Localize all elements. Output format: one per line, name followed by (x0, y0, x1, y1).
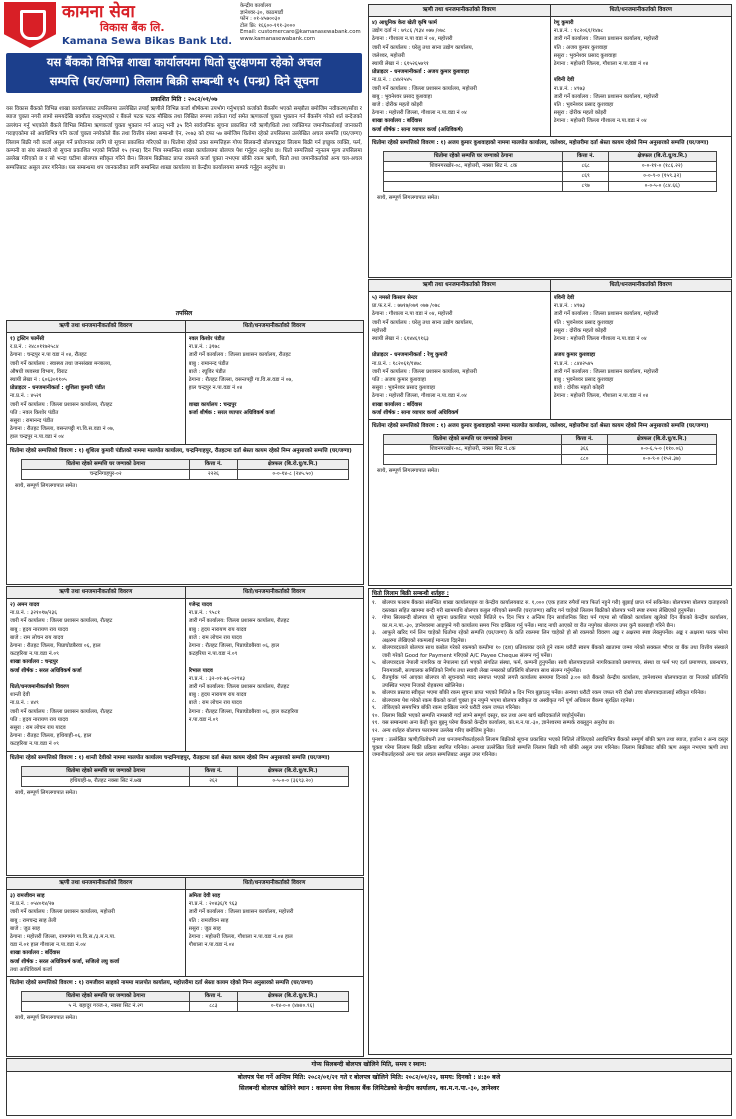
detail-line: बाबु : रामानन्द पंडीत (188, 360, 229, 367)
property-intro: धितोमा रहेको सम्पत्तिको विवरण : १) शान्ती देवीको नाममा मालपोत कार्यालय चन्द्रनिगाहपुर, रौतहटमा दर्ता श्रेस्ता कायम रहेको निम्न अनुसारको सम्पत्ति (घर/जग्गा) (10, 754, 330, 761)
header-collateral: धितो/धनजमानीकर्ताको विवरण (185, 321, 364, 332)
property-cell: ०-०-५-० (८४.६६) (609, 181, 716, 191)
term-number: ४. (372, 645, 377, 652)
detail-line: जारी गर्ने कार्यालय : स्वास्थ्य तथा जनसंख्या मन्त्रालय, (10, 360, 112, 367)
detail-line: बाबु : भुवनेश्वर प्रसाद कुशवाहा (372, 93, 432, 100)
detail-line: ना.प्र.नं. : १८२०६१/१४७८ (372, 360, 422, 367)
property-cell: ८८३ (190, 1002, 238, 1012)
borrower-block (6, 320, 364, 585)
detail-line: पविनी देवी (553, 77, 575, 84)
detail-line: नवल किशोर पंडीत (188, 335, 225, 342)
detail-line: ठेगाना : महोत्तरी जिल्ला, गौशाला न.पा.वडा नं ०४ (553, 393, 649, 400)
detail-line: ५) नमस्ते किसान सेन्टर (372, 294, 418, 301)
property-column-header: क्षेत्रफल (बि.रो.धु/व.मि.) (237, 766, 348, 776)
property-cell: शिवनगरखोर-०८, महोत्तरी, नक्सा सिट नं.८क (384, 445, 561, 455)
property-table-header (384, 151, 716, 161)
property-intro: धितोमा रहेको सम्पत्तिको विवरण : १) अजय कुमार कुशवाहाको नाममा मालपोत कार्यालय, जलेश्वर, महोत्तरीमा दर्ता श्रेस्ता कायम रहेको निम्न अनुसारको सम्पत्ति (घर/जग्गा) (372, 139, 709, 146)
bid-opening-info (6, 1058, 732, 1116)
schedule-title: तपसिल (175, 310, 193, 317)
owner-details (550, 17, 732, 136)
detail-line: पति : नवल किशोर पंडीत (10, 409, 59, 416)
property-cell: २६२ (190, 776, 238, 786)
term-number: ११. (372, 720, 380, 727)
block-body (369, 17, 731, 136)
detail-line: पति : हृदय नारायण राय यादव (10, 716, 68, 723)
property-cell: ०-०-१४-८ (२४५.५०) (237, 469, 348, 479)
detail-line: ठेगाना : महोत्तरी जिल्ला गौशाला न.पा.वडा नं ०४ (553, 336, 647, 342)
term-item (369, 728, 731, 736)
property-table (21, 459, 349, 480)
term-number: ५. (372, 660, 377, 667)
contact-line: टोल फ्रि: १६६००-१११-३००० (240, 22, 296, 29)
detail-line: ठेगाना : महोत्तरी जिल्ला, गौशाला न.पा.वडा नं ०४ (553, 61, 649, 67)
term-text: आफूले खरिद गर्न लिन चाहेको धितोमा रहेको सम्पत्ति (घर/जग्गा) के कति रकममा लिन चाहेको हो सो रकमको विवरण अङ्क र अक्षरमा स्पष्ट लेख्नुपर्नेछ। अङ्क र अक्षरमा फरक परेमा अक्षरमा लेखिएको रकमलाई मान्यता दिइनेछ। (382, 630, 728, 644)
detail-line: बाजे : राम लोचन राय यादव (10, 634, 64, 641)
header-borrower: ऋणी तथा धनजमानीकर्ताको विवरण (59, 323, 133, 329)
property-note: साथै, सम्पूर्ण लिगलगापात समेत। (15, 789, 78, 796)
header-collateral: धितो/धनजमानीकर्ताको विवरण (550, 5, 732, 16)
property-cell: शिवनगरखोर-०८, महोत्तरी, नक्सा सिट नं. ८क (384, 161, 563, 171)
term-number: १२. (372, 727, 380, 734)
term-text: गोप्य सिलबन्दी बोलपत्र यो सूचना प्रकाशित भएको मितिले १५ दिन भित्र र अन्तिम दिन सार्वजनिक बिदा पर्न गएमा सो पछिको कार्यालय खुलेको दिन बैंकको केन्द्रीय कार्यालय, का.म.न.पा.-३०, ज्ञानेश्वरमा आइपुग्ने गरी कार्यालय समय भित्र दाखिला गर्नु पर्नेछ। म्याद नाघी आएको वा रीत नपुगेका बोलपत्र उपर कुनै कारबाही गरिने छैन। (382, 615, 728, 629)
detail-line: ठेगाना : चन्द्रपुर न.पा वडा नं ०४, रौतहट (10, 352, 87, 359)
detail-line: हाल चन्द्रपुर न.पा.वडा नं ०४ (188, 385, 243, 392)
detail-line: बाजे : जुठ साह (10, 925, 40, 932)
detail-line: कटहरिया न.पा.वडा नं ०९ (10, 741, 59, 748)
detail-line: ना.प्र.नं. : ४५२१ (10, 393, 42, 400)
detail-line (372, 343, 547, 351)
property-note: साथै, सम्पूर्ण लिगलगापात समेत। (377, 194, 440, 201)
detail-line: ठेगाना : रौतहट जिल्ला, वसन्तपट्टी गा.वि.स.वडा नं ०७, (188, 377, 293, 383)
term-item (369, 720, 731, 728)
borrower-details (369, 292, 550, 419)
block-body (369, 292, 731, 419)
property-table (383, 434, 716, 465)
property-column-header: धितोमा रहेको सम्पत्ति घर जग्गाको ठेगाना (384, 151, 563, 161)
detail-line: जारी गर्ने कार्यालय : जिल्ला प्रशासन कार्यालय, रौतहट (10, 618, 113, 625)
detail-line: जारी गर्ने कार्यालय : जिल्ला प्रशासन कार्यालय, महोत्तरी (553, 93, 659, 100)
detail-line: ससुरा : रामानन्द पंडीत (10, 418, 54, 425)
term-text: अन्य शर्तहरु बोलपत्र फाराममा उल्लेख गरिए बमोजिम हुनेछ। (382, 727, 495, 734)
block-body (7, 333, 363, 444)
detail-line: ना.प्र.नं. : ०५४०१४/२७ (10, 901, 55, 908)
terms-footnote: पुनश्च : उल्लेखित ऋणी/धितोधनी तथा धनजमानीकर्ताहरुले लिलाम बिक्रीको सूचना प्रकाशित भएको मितिले तोकिएको अवधिभित्र बैंकको सम्पूर्ण बाँकी ऋण तथा ब्याज, हर्जाना र अन्य दस्तुर चुक्ता गरेमा लिलाम बिक्री प्रक्रिया स्थगित गरिनेछ। अन्यथा उल्लेखित धितो सम्पत्ति लिलाम बिक्री गरी बाँकी असुल उपर गरिनेछ। लिलाम बिक्रीबाट बाँकी ऋण असुल नभएमा ऋणी तथा जमानीकर्ताहरुको अन्य चल अचल सम्पत्तिबाट असुल उपर गरिनेछ। (372, 737, 728, 759)
property-cell: ८६८ (563, 161, 609, 171)
header-collateral: धितो/धनजमानीकर्ताको विवरण (185, 878, 364, 889)
detail-line: बाबु : हृदय नारायण राय यादव (10, 626, 68, 633)
detail-line: जारी गर्ने कार्यालय: जिल्ला प्रशासन कार्यालय, रौतहट (188, 618, 290, 625)
header-collateral: धितो/धनजमानीकर्ताको विवरण (185, 587, 364, 598)
term-number: ७. (372, 690, 377, 697)
borrower-details (7, 333, 185, 444)
detail-line: जारी गर्ने कार्यालय : जिल्ला प्रशासन कार्यालय, रौतहट (10, 401, 113, 408)
detail-line: ठेगाना : गौशाला न.पा वडा नं ०४, महोत्तरी (372, 311, 453, 318)
property-cell: ०-५-०-० (३६९३.२०) (237, 776, 348, 786)
property-column-header: कित्ता नं. (190, 459, 238, 469)
bank-name-english: Kamana Sewa Bikas Bank Ltd. (62, 36, 233, 47)
property-cell: ३६६ (561, 445, 607, 455)
property-intro: धितोमा रहेको सम्पत्तिको विवरण : १) रामजीवन साहको नाममा मालपोत कार्यालय, महोत्तरीमा दर्ता श्रेस्ता कायम रहेको निम्न अनुसारको सम्पत्ति (घर/जग्गा) (10, 980, 314, 987)
detail-line: कर्जा शीर्षक : सरल अधिविकर्ष कर्जा, सजिलो लघु कर्जा (10, 958, 120, 965)
detail-line: १) ट्रस्टिन फार्मेसी (10, 335, 45, 342)
detail-line: जारी गर्ने कार्यालय: जिल्ला प्रशासन कार्यालय, रौतहट (188, 684, 290, 691)
detail-line: ठेगाना : महोत्तरी जिल्ला, गौशाला न.पा.वडा नं ०४ (372, 110, 467, 117)
detail-line: जलेश्वर, महोत्तरी (372, 52, 405, 59)
notice-title-line: यस बैंकको विभिन्न शाखा कार्यालयमा धितो सुरक्षणमा रहेको अचल (46, 55, 322, 69)
detail-line: जारी गर्ने कार्यालय : जिल्ला प्रशासन कार्यालय, महोत्तरी (372, 368, 477, 375)
detail-line: रिभाल यादव (188, 667, 213, 674)
borrower-details (7, 890, 185, 976)
header-borrower: ऋणी तथा धनजमानीकर्ताको विवरण (59, 880, 133, 886)
detail-line: स्थायी लेखा नं : ६१४४६९१६३ (372, 336, 429, 342)
detail-line: महोत्तरी (372, 327, 387, 334)
property-intro: धितोमा रहेको सम्पत्तिको विवरण : १) अजय कुमार कुशवाहाको नाममा मालपोत कार्यालय, जलेश्वर, महोत्तरीमा दर्ता श्रेस्ता कायम रहेको निम्न अनुसारको सम्पत्ति (घर/जग्गा) (372, 423, 709, 430)
bid-deadline: बोलपत्र पेश गर्ने अन्तिम मिति: २०८२/०१/२१ गते र बोलपत्र खोलिने मिति: २०८२/०१/२२, समय: दिनको : ४:३० बजे (237, 1073, 501, 1081)
detail-line: जारी गर्ने कार्यालय : जिल्ला प्रशासन कार्यालय, महोत्तरी (553, 311, 659, 318)
detail-line: ४) आधुनिक केरा खेती कृषि फार्म (372, 19, 437, 26)
contact-website: www.kamanasewabank.com (240, 36, 316, 43)
detail-line: जारी गर्ने कार्यालय : जिल्ला प्रशासन कार्यालय, महोत्तरी (188, 909, 294, 916)
bid-opening-title: गोप्य सिलबन्दी बोलपत्र खोलिने मिति, समय र स्थान: (7, 1059, 731, 1072)
detail-line: ठेगाना : महोत्तरी जिल्ला गौशाला न.पा.वडा नं ०४ (553, 118, 647, 125)
detail-line: बाजे : रघुविर पंडीत (188, 368, 226, 375)
term-item (369, 705, 731, 713)
detail-line: कर्जा शीर्षक : साना व्यापार कर्जा (अधिविकर्ष) (372, 126, 464, 133)
detail-line: ठेगाना : गौशाला न.पा वडा नं ०४, महोत्तरी (372, 36, 453, 43)
detail-line: बाजे : दोरीक महतो कोइरी (553, 385, 605, 392)
detail-line: ना.प्र.नं. : ३२-०१-७६-०२९४३ (188, 675, 246, 682)
property-column-header: कित्ता नं. (190, 766, 238, 776)
term-text: बोलपत्र फाराम बैंकका संबन्धित शाखा कार्यालयहरु वा केन्द्रीय कार्यालयबाट रु. १,००० (एक हजार रुपैयाँ मात्र फिर्ता नहुने गरी) बुझाई प्राप्त गर्न सकिनेछ। बोलपत्रमा बोलपत्र दाताहरुको दस्तखत सहित खाममा बन्दी गरी खाममाथि बोलपत्र कबुल गरिएको सम्पत्ति (घर/जग्गा) खरिद गर्न चाहेको लिलाम बिक्रीको बोलपत्र भनी स्पष्ट रुपमा लेखिएको हुनुपर्नेछ। (382, 600, 728, 614)
property-column-header: धितोमा रहेको सम्पत्ति घर जग्गाको ठेगाना (22, 766, 190, 776)
contact-email: Email: customercare@kamanasewabank.com (240, 29, 361, 36)
detail-line: शाखा कार्यालय : बर्दिवास (372, 118, 422, 125)
detail-line: ठेगाना : रौतहट जिल्ला, पिप्राघोडबैरवा ०६, हाल कटहरिया (188, 708, 299, 715)
term-number: १. (372, 600, 377, 607)
detail-line: ठेगाना : महोत्तरी जिल्ला, गौशाला न.पा.वडा नं.०४ (372, 393, 467, 400)
detail-line (554, 343, 729, 351)
detail-line: जारी गर्ने कार्यालय : जिल्ला प्रशासन कार्यालय, महोत्तरी (553, 368, 659, 375)
detail-line: शाखा कार्यालय : बर्दिवास (10, 950, 60, 957)
term-number: ९. (372, 705, 377, 712)
property-table-header (22, 459, 349, 469)
block-body (7, 890, 363, 976)
detail-line: पति : अजय कुमार कुशवाहा (553, 44, 608, 51)
term-text: रीतपूर्वक पर्न आएका बोलपत्र यो सूचनाको म्याद समाप्त भएको लगत्तै कार्यालय समयमा दिनको ३:०० बजे बैंकको केन्द्रीय कार्यालय, ज्ञानेश्वरमा बोलपत्रदाता वा निजको प्रतिनिधि उपस्थित भएमा निजको रोहबरमा खोलिनेछ। (382, 675, 728, 689)
property-cell: २२२६ (190, 469, 238, 479)
detail-line: शाखा कार्यालय : बर्दिवास (372, 401, 422, 408)
term-number: २. (372, 615, 377, 622)
term-text: तोकिएको समयभित्र बाँकी रकम दाखिला नगरे धरौटी रकम जफत गरिनेछ। (382, 705, 521, 712)
detail-line: तथा आधिविकर्ष कर्जा (10, 966, 53, 973)
property-cell: ०-०-६.५-० (११०.०६) (608, 445, 716, 455)
property-cell: ०-०-९-० (१५२.३७) (608, 455, 716, 465)
term-text: बोलपत्र प्रस्ताव स्वीकृत भएमा बाँकी रकम सूचना प्राप्त भएको मितिले ७ दिन भित्र बुझाउनु पर्नेछ। अन्यथा धरौटी रकम जफत गरी दोस्रो उच्च बोलपत्रदातालाई स्वीकृत गरिनेछ। (382, 690, 706, 697)
property-column-header: कित्ता नं. (561, 435, 607, 445)
property-cell: ०-०-९-० (१५९.३२) (609, 171, 716, 181)
detail-line: ठेगाना : रौतहट जिल्ला, पिप्राघोडबैरवा ०६, हाल (188, 643, 280, 649)
intro-paragraph: यस विकास बैंकको विभिन्न शाखा कार्यालयबाट तपसिलमा उल्लेखित तपाईं ऋणीले विभिन्न कर्जा शीर्षकमा उपभोग गर्नुभएको कर्जाको बैंकसँग भएको सम्झौता बमोजिम नवीकरण/साँवा र ब्याज चुक्ता नगरी लामो समयदेखि बक्यौता राख्नुभएको र बैंकले पटक पटक मौखिक तथा लिखित रूपमा ताकेता गर्दा समेत ऋणकर्जा चुक्ता भुक्तान गर्न बैंकसँग गरेको शर्त बन्देजको उल्लंघन गर्नु भएकोले बैंकले विभिन्न मितिमा ऋणकर्जा चुक्ता भुक्तान गर्न आउनु भनी ३५ दिने सार्वजनिक सूचना प्रकाशित गरी ऋणी/धितो तथा व्यक्तिगत जमानीकर्तालाई जानकारी गराइएकोमा सो अवधिभित्र पनि कर्जा चुक्ता नगरेकोले बैंक तथा वित्तीय संस्था सम्बन्धी ऐन, २०७३ को दफा ५७ बमोजिम धितोमा रहेको तपसिलमा उल्लेखित अचल सम्पत्ति (घर/जग्गा) लिलाम बिक्री गरी कर्जा असुल गर्ने प्रयोजनका लागि यो सूचना प्रकाशित गरिएको छ। धितोमा रहेको उक्त सम्पत्तिहरू गोप्य सिलबन्दी बोलपत्रद्वारा लिलाम बिक्री गर्न इच्छुक व्यक्ति, फर्म, कम्पनी वा संघ संस्थाले यो सूचना प्रकाशित भएको मितिले १५ (पन्ध्र) दिन भित्र सम्बन्धित शाखा कार्यालयमा बोलपत्र पेश गर्नुहुन अनुरोध छ। धितो सम्पत्तिको न्यूनतम मूल्य तपसिलमा उल्लेख गरिएको छ र सो भन्दा घटीमा बोलपत्र स्वीकृत गरिने छैन। लिलाम बिक्रीबाट प्राप्त रकमले कर्जा चुक्ता नभएमा बाँकी रकम ऋणी, धितो तथा जमानीकर्ताको अन्य चल-अचल सम्पत्तिबाट असुल उपर गरिनेछ। यस सम्बन्धमा थप जानकारीका लागि सम्बन्धित शाखा कार्यालय वा केन्द्रीय कार्यालयमा सम्पर्क गर्नुहुन अनुरोध छ। (6, 106, 362, 171)
detail-line: कर्जा शीर्षक : सरल अधिविकर्ष कर्जा (10, 667, 82, 674)
detail-line: बाजे : राम लोचन राय यादव (188, 700, 242, 707)
term-text: बोलपत्रदाताले बोलपत्र साथ कबोल गरेको रकमको कम्तीमा १० (दश) प्रतिशतका दरले हुने रकम धरौटी स्वरुप बैंकको खातामा जम्मा गरेको सक्कल भौचर वा बैंक तथा वित्तीय संस्थाले जारी गरेको Good for Payment गरिएको A/C Payee Cheque संलग्न गर्नु पर्नेछ। (382, 645, 728, 659)
property-cell: ८९७ (563, 181, 609, 191)
detail-line: जारी गर्ने कार्यालय : जिल्ला प्रशासन कार्यालय, महोत्तरी (10, 909, 115, 916)
term-item (369, 615, 731, 630)
detail-line: उद्योग दर्ता नं : ७९८६ /१३४ ०७७ /०७८ (372, 28, 446, 35)
property-cell: चन्द्रनिगाहपुर-०२ (22, 469, 190, 479)
detail-line: गजेन्द्र यादव (188, 601, 212, 608)
term-item (369, 690, 731, 698)
detail-line: पविनी देवी (553, 294, 575, 301)
block-header (7, 878, 363, 890)
header-borrower: ऋणी तथा धनजमानीकर्ताको विवरण (422, 7, 496, 13)
contact-line: केन्द्रीय कार्यालय (240, 3, 272, 9)
property-column-header: क्षेत्रफल (बि.रो.धु/व.मि.) (237, 459, 348, 469)
property-row (384, 445, 716, 455)
detail-line: ना.प्र.नं. : ३१७८ (188, 344, 220, 351)
term-item (369, 630, 731, 645)
detail-line: पति : अजय कुमार कुशवाहा (372, 377, 426, 384)
block-header (7, 587, 363, 599)
property-row (384, 181, 716, 191)
detail-line: ३) रामजीवन साह (10, 892, 45, 899)
notice-title-line: सम्पत्ति (घर/जग्गा) लिलाम बिक्री सम्बन्धी १५ (पन्ध्र) दिने सूचना (49, 74, 319, 88)
property-table-header (22, 992, 349, 1002)
published-date: प्रकाशित मिति : २०८२/०१/०७ (150, 96, 218, 103)
detail-line (554, 68, 729, 76)
detail-line: अमिता देवी साह (188, 892, 221, 899)
detail-line (189, 392, 361, 400)
term-text: बोलपत्रमा पेश गरेको रकम बैंकको कर्जा चुक्ता हुन नपुग्ने भएमा बोलपत्र स्वीकृत वा अस्वीकृत गर्ने पूर्ण अधिकार बैंकमा सुरक्षित रहनेछ। (382, 697, 635, 704)
detail-line: वडा नं.०१ हाल गौशाला न.पा.वडा नं.०४ (10, 942, 86, 949)
property-column-header: धितोमा रहेको सम्पत्ति घर जग्गाको ठेगाना (22, 459, 190, 469)
header-borrower: ऋणी तथा धनजमानीकर्ताको विवरण (422, 282, 496, 288)
detail-line: ना.प्र.नं. : ८४४२५४५ (553, 360, 594, 367)
owner-details (185, 599, 364, 751)
detail-line: स्थायी लेखा नं : ६०६३०११०५ (10, 377, 67, 383)
detail-line: र.प्र.नं. : २४८०११७२५८४ (10, 344, 59, 351)
property-note: साथै, सम्पूर्ण लिगलगापात समेत। (377, 468, 440, 475)
property-table-header (22, 766, 349, 776)
detail-line: ससुरा : दोरीक महतो कोइरी (553, 327, 607, 334)
detail-line: बाबु : भुवनेश्वर प्रसाद कुशवाहा (553, 377, 614, 384)
property-row (22, 776, 349, 786)
detail-line: कटहरिया न.पा.वडा नं.०९ (10, 651, 59, 658)
borrower-details (369, 17, 550, 136)
detail-line: पति : भुवनेश्वर प्रसाद कुशवाहा (553, 102, 614, 109)
property-column-header: कित्ता नं. (190, 992, 238, 1002)
owner-details (185, 333, 364, 444)
property-cell (384, 455, 561, 465)
term-item (369, 675, 731, 690)
property-table (21, 766, 349, 787)
detail-line: न.पा.वडा नं.०९ (188, 716, 219, 723)
detail-line: पति : रामजीवन साह (188, 917, 229, 924)
property-cell: ०-०-११-० (१८६.२२) (609, 161, 716, 171)
header-collateral: धितो/धनजमानीकर्ताको विवरण (550, 280, 732, 291)
detail-line: ससुरा : राम लोचन राय यादव (10, 725, 66, 732)
term-number: ८. (372, 697, 377, 704)
detail-line: शाखा कार्यालय : चन्द्रपुर (188, 401, 237, 408)
header-borrower: ऋणी तथा धनजमानीकर्ताको विवरण (59, 589, 133, 595)
property-cell: ०-१४-०-० (४७४०.९६) (237, 1002, 348, 1012)
detail-line: ना.प्र.नं. : ४९७३ (553, 85, 585, 92)
property-row (384, 455, 716, 465)
detail-line: ना.प्र.नं. : १८२०६१/१४७८ (553, 28, 604, 35)
detail-line: ना.प्र.नं. : ४९७३ (553, 303, 585, 310)
detail-line: शाखा कार्यालय : चन्द्रपुर (10, 659, 58, 666)
detail-line: प्रा.फ.र.नं. : ७७१७/०७१ ०७७ /०७८ (372, 303, 441, 310)
detail-line: ना.प्र.नं. : ९५८१ (188, 610, 220, 617)
detail-line: ना.प्र.नं. : ३२१०१७/२३६ (10, 610, 58, 617)
borrower-block (6, 877, 364, 1057)
property-table (383, 151, 716, 192)
terms-title: धितो लिलाम बिक्री सम्बन्धी शर्तहरु : (372, 591, 449, 597)
borrower-details (7, 599, 185, 751)
bank-logo (4, 2, 56, 48)
owner-details (550, 292, 732, 419)
borrower-block (368, 279, 732, 586)
detail-line: कर्जा शीर्षक : साना व्यापार कर्जा अधिविकर्ष (372, 409, 459, 416)
block-header (369, 280, 731, 292)
property-cell: ८६९ (563, 171, 609, 181)
detail-line: गौशाला न.पा.वडा नं.०४ (188, 942, 235, 949)
detail-line: ससुरा : भुवनेश्वर प्रसाद कुशवाहा (372, 385, 436, 392)
detail-line: जारी गर्ने कार्यालय : जिल्ला प्रशासन कार्यालय, रौतहट (10, 708, 113, 715)
detail-line: हाल चन्द्रपुर न.पा.वडा नं ०४ (10, 434, 64, 441)
detail-line: ठेगाना : महोत्तरी जिल्ला, गौशाला न.पा.वडा नं.०४ हाल (188, 934, 293, 940)
term-text: यस सम्बन्धमा अन्य केही कुरा बुझ्नु परेमा बैंकको केन्द्रीय कार्यालय, का.म.न.पा.-३०, ज्ञानेश्वरमा सम्पर्क राख्नुहुन अनुरोध छ। (382, 720, 615, 727)
detail-line: ना.प्र.नं. : २०४३६/१ ९६३ (188, 901, 238, 908)
property-note: साथै, सम्पूर्ण लिगलगापात समेत। (15, 1015, 78, 1022)
term-item (369, 600, 731, 615)
term-text: बोलपत्रदाता नेपाली नागरिक वा नेपालमा दर्ता भएको संगठित संस्था, फर्म, कम्पनी हुनुपर्नेछ। साथै बोलपत्रदाताले नागरिकताको प्रमाणपत्र, संस्था वा फर्म भए दर्ता प्रमाणपत्र, प्रबन्धपत्र, नियमावली, सञ्चालक समितिको निर्णय तथा स्थायी लेखा नम्बरको प्रतिलिपि बोलपत्र साथ संलग्न गर्नुपर्नेछ। (382, 660, 728, 674)
property-column-header: क्षेत्रफल (बि.रो.धु/व.मि.) (609, 151, 716, 161)
detail-line (189, 658, 361, 666)
detail-line: ससुरा : जुठ साह (188, 925, 221, 932)
detail-line: कटहरिया न.पा.वडा नं.०९ (188, 651, 238, 658)
term-number: ६. (372, 675, 377, 682)
property-row (384, 171, 716, 181)
detail-line: बाबु : रामचन्द्र साह तेली (10, 917, 57, 924)
detail-line: ना.प्र.नं. : ४४९ (10, 700, 39, 707)
contact-info (240, 3, 380, 43)
property-column-header: धितोमा रहेको सम्पत्ति घर जग्गाको ठेगाना (384, 435, 561, 445)
property-table-header (384, 435, 716, 445)
property-intro: धितोमा रहेको सम्पत्तिको विवरण : १) शुशिला कुमारी पंडीतको नाममा मालपोत कार्यालय, चन्द्रनिगाहपुर, रौतहटमा दर्ता श्रेस्ता कायम रहेको निम्न अनुसारको सम्पत्ति (घर/जग्गा) (10, 447, 352, 454)
property-column-header: क्षेत्रफल (बि.रो.धु/व.मि.) (237, 992, 348, 1002)
property-column-header: क्षेत्रफल (बि.रो.धु/व.मि.) (608, 435, 716, 445)
auction-terms (368, 588, 732, 1055)
bank-name-nepali: कामना सेवा (62, 2, 135, 22)
borrower-block (6, 586, 364, 876)
property-row (22, 1002, 349, 1012)
property-note: साथै, सम्पूर्ण लिगलगापात समेत। (15, 482, 78, 489)
property-table (21, 991, 349, 1012)
property-row (384, 161, 716, 171)
detail-line: रेणु कुमारी (553, 19, 574, 26)
detail-line: प्रोप्राइटर - धनजमानीकर्ता : शुशिला कुमारी पंडीत (10, 385, 105, 392)
term-number: १०. (372, 712, 380, 719)
block-header (7, 321, 363, 333)
block-body (7, 599, 363, 751)
block-header (369, 5, 731, 17)
term-number: ३. (372, 630, 377, 637)
detail-line: २) अमन यादव (10, 601, 40, 608)
detail-line: ठेगाना : महोत्तरी जिल्ला, रामगमंग गा.वि.स./३.म.न.पा. (10, 934, 116, 940)
detail-line: प्रोप्राइटर - धनजमानीकर्ता : रेणु कुमारी (372, 352, 448, 359)
detail-line: शान्ती देवी (10, 692, 30, 699)
bid-opening-place: सिलबन्दी बोलपत्र खोलिने स्थान : कामना सेवा विकास बैंक लिमिटेडको केन्द्रीय कार्यालय, का.म.न.पा.-३०, ज्ञानेश्वर (238, 1084, 500, 1092)
contact-line: फोन : ०१-४५७००३० (240, 16, 281, 23)
detail-line: बाबु : हृदय नारायण राय यादव (188, 626, 247, 633)
contact-line: ज्ञानेश्वर-३०, काठमाडौं (240, 9, 284, 16)
notice-title-banner (6, 53, 362, 93)
term-text: लिलाम बिक्री भएको सम्पत्ति नामसारी गर्दा लाग्ने सम्पूर्ण दस्तुर, कर तथा अन्य खर्च खरिदकर्ताले व्यहोर्नुपर्नेछ। (382, 712, 586, 719)
detail-line: धितो/धनजमानीकर्ताको विवरण (10, 684, 69, 691)
detail-line: पति : भुवनेश्वर प्रसाद कुशवाहा (553, 319, 614, 326)
term-item (369, 660, 731, 675)
detail-line: कर्जा शीर्षक : सरल व्यापार अधिविकर्ष कर्जा (188, 409, 275, 416)
detail-line: ठेगाना : रौतहट जिल्ला, पिप्राघोडबैरवा ०६, हाल (10, 643, 101, 649)
detail-line: बाजे : दोरीक महतो कोइरी (372, 102, 423, 109)
term-item (369, 645, 731, 660)
detail-line: बाजे : राम लोचन राय यादव (188, 634, 242, 641)
property-cell (384, 171, 563, 181)
detail-line: ससुरा : दोरीक महतो कोइरी (553, 110, 607, 117)
property-cell (384, 181, 563, 191)
detail-line: जारी गर्ने कार्यालय : जिल्ला प्रशासन कार्यालय, रौतहट (188, 352, 291, 359)
detail-line: ना.प्र.नं. : ८४४२५४५ (372, 77, 412, 84)
detail-line: अजय कुमार कुशवाहा (553, 352, 596, 359)
detail-line: जारी गर्ने कार्यालय : घरेलु तथा साना उद्योग कार्यालय, (372, 44, 474, 51)
detail-line (10, 675, 182, 683)
detail-line: प्रोप्राइटर - धनजमानीकर्ता : अजय कुमार कुशवाहा (372, 69, 470, 76)
owner-details (185, 890, 364, 976)
borrower-block (368, 4, 732, 278)
property-cell: हथियाही-७, रौतहट नक्सा सिट नं.७ख (22, 776, 190, 786)
property-column-header: धितोमा रहेको सम्पत्ति घर जग्गाको ठेगाना (22, 992, 190, 1002)
property-cell: ८८० (561, 455, 607, 465)
detail-line: औषधी व्यवस्था विभाग, विराट (10, 368, 68, 375)
detail-line: ठेगाना : रौतहट जिल्ला, हथियाही-०६, हाल (10, 733, 92, 740)
property-row (22, 469, 349, 479)
property-column-header: कित्ता नं. (563, 151, 609, 161)
detail-line: बाबु : हृदय नारायण राय यादव (188, 692, 247, 699)
detail-line: जारी गर्ने कार्यालय : जिल्ला प्रशासन कार्यालय, महोत्तरी (372, 85, 477, 92)
property-cell: ५ नं. बहादुर गञ्ज-२, नक्सा सिट नं.२ग (22, 1002, 190, 1012)
detail-line: जारी गर्ने कार्यालय : जिल्ला प्रशासन कार्यालय, महोत्तरी (553, 36, 659, 43)
detail-line: ठेगाना : रौतहट जिल्ला, वसन्तपट्टी गा.वि.स.वडा नं ०७, (10, 426, 115, 433)
bank-name-nepali-sub: विकास बैंक लि. (100, 21, 165, 34)
detail-line: ससुरा : भुवनेश्वर प्रसाद कुशवाहा (553, 52, 617, 59)
detail-line: जारी गर्ने कार्यालय : घरेलु तथा साना उद्योग कार्यालय, (372, 319, 474, 326)
detail-line: स्थायी लेखा नं : ६१५२६५७९१ (372, 61, 429, 67)
